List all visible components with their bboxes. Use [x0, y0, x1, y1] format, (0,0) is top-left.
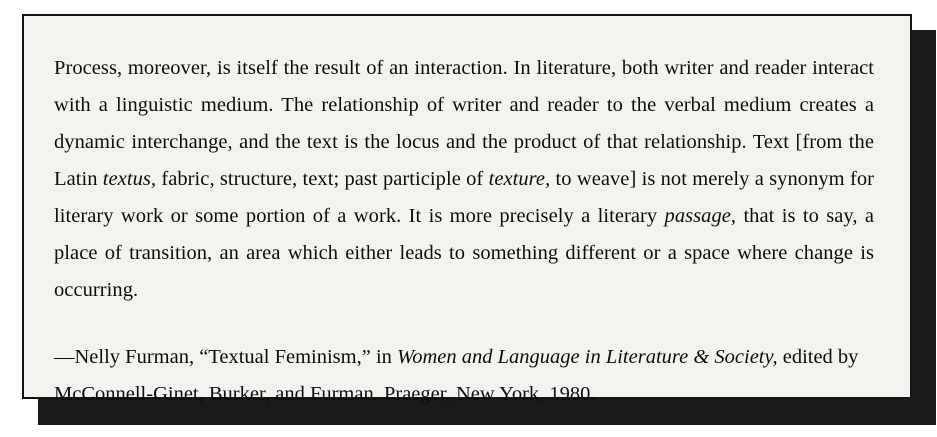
quotation-attribution — [54, 339, 874, 413]
attribution-segment-3: edited by McConnell-Ginet, Burker, and Furman. Praeger, New York, 1980. — [54, 346, 859, 405]
quote-segment-1: Process, moreover, is itself the result of an interaction. In literature, both writer and reader interact with a linguistic medium. The relationship of writer and reader to the verbal medium creates a dynamic interchange, and the text is the locus and the product of that relationship. Text [from the Latin — [54, 57, 874, 190]
quotation-box-content — [24, 16, 910, 405]
quote-segment-7: that is to say, a place of transition, an area which either leads to something different or a space where change is occurring. — [54, 205, 874, 301]
quote-segment-2-italic: textus, — [102, 168, 157, 190]
attribution-book-title-italic: Women and Language in Literature & Society, — [397, 346, 778, 368]
quotation-box — [22, 14, 912, 405]
attribution-segment-1: —Nelly Furman, “Textual Feminism,” in — [54, 346, 398, 368]
quotation-paragraph — [54, 50, 874, 309]
quote-segment-5: to weave] is not merely a synonym for literary work or some portion of a work. It is more precisely a literary — [54, 168, 874, 227]
quote-segment-4-italic: texture, — [488, 168, 551, 190]
quote-segment-3: fabric, structure, text; past participle of — [156, 168, 489, 190]
quote-segment-6-italic: passage, — [664, 205, 737, 227]
